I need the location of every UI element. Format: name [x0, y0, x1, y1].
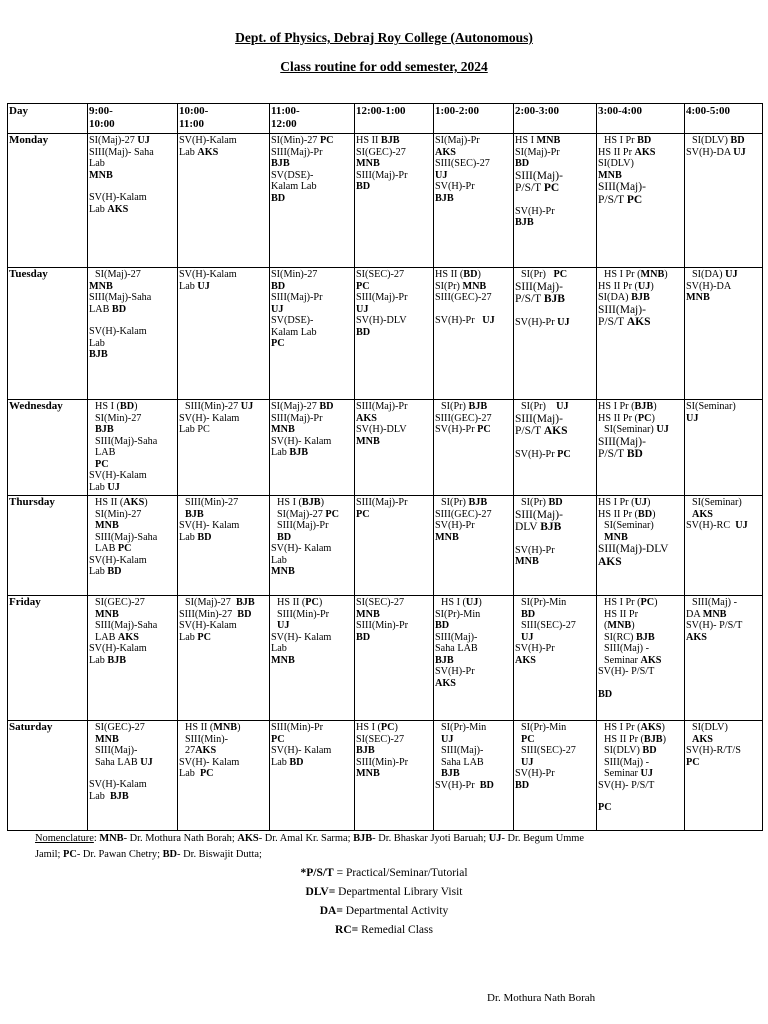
friday-slot-1: SI(GEC)-27 MNB SIII(Maj)-Saha LAB AKS SV(H)-Kalam Lab BJB	[88, 596, 178, 721]
header-slot-4: 12:00-1:00	[355, 104, 434, 134]
code-bd: BD	[162, 849, 178, 860]
thursday-slot-8: SI(Seminar) AKS SV(H)-RC UJ	[685, 496, 763, 596]
page-subtitle: Class routine for odd semester, 2024	[280, 59, 488, 74]
page-title: Dept. of Physics, Debraj Roy College (Autonomous)	[235, 30, 533, 45]
name-aks: - Dr. Amal Kr. Sarma;	[258, 833, 351, 844]
thursday-row	[8, 496, 763, 596]
friday-slot-6: SI(Pr)-Min BD SIII(SEC)-27 UJ SV(H)-Pr AKS	[514, 596, 597, 721]
tuesday-slot-3: SI(Min)-27 BD SIII(Maj)-Pr UJ SV(DSE)- Kalam Lab PC	[270, 268, 355, 400]
thursday-slot-2: SIII(Min)-27 BJB SV(H)- Kalam Lab BD	[178, 496, 270, 596]
saturday-slot-8: SI(DLV) AKS SV(H)-R/T/S PC	[685, 721, 763, 831]
day-label: Monday	[8, 134, 88, 268]
code-pc: PC	[63, 849, 77, 860]
day-label: Saturday	[8, 721, 88, 831]
saturday-slot-2: HS II (MNB) SIII(Min)- 27AKS SV(H)- Kalam Lab PC	[178, 721, 270, 831]
name-bd: - Dr. Biswajit Dutta;	[177, 849, 262, 860]
day-label: Tuesday	[8, 268, 88, 400]
name-mnb: - Dr. Mothura Nath Borah;	[123, 833, 235, 844]
signature: Dr. Mothura Nath Borah	[487, 992, 596, 1004]
monday-row	[8, 134, 763, 268]
header-slot-3: 11:00- 12:00	[270, 104, 355, 134]
monday-slot-2: SV(H)-Kalam Lab AKS	[178, 134, 270, 268]
thursday-slot-1: HS II (AKS) SI(Min)-27 MNB SIII(Maj)-Saha LAB PC SV(H)-Kalam Lab BD	[88, 496, 178, 596]
header-slot-6: 2:00-3:00	[514, 104, 597, 134]
header-row	[8, 104, 763, 134]
header-slot-5: 1:00-2:00	[434, 104, 514, 134]
tuesday-slot-4: SI(SEC)-27 PC SIII(Maj)-Pr UJ SV(H)-DLV BD	[355, 268, 434, 400]
header-slot-7: 3:00-4:00	[597, 104, 685, 134]
saturday-slot-4: HS I (PC) SI(SEC)-27 BJB SIII(Min)-Pr MNB	[355, 721, 434, 831]
name-uj-cont: Jamil;	[35, 849, 61, 860]
code-mnb: MNB	[99, 833, 124, 844]
friday-slot-3: HS II (PC) SIII(Min)-Pr UJ SV(H)- Kalam Lab MNB	[270, 596, 355, 721]
friday-slot-7: HS I Pr (PC) HS II Pr (MNB) SI(RC) BJB SIII(Maj) - Seminar AKS SV(H)- P/S/T BD	[597, 596, 685, 721]
friday-row	[8, 596, 763, 721]
nomenclature-label: Nomenclature	[35, 833, 94, 844]
legend-dlv: DLV= Departmental Library Visit	[305, 886, 463, 898]
day-label: Friday	[8, 596, 88, 721]
tuesday-slot-2: SV(H)-Kalam Lab UJ	[178, 268, 270, 400]
monday-slot-8: SI(DLV) BD SV(H)-DA UJ	[685, 134, 763, 268]
day-label: Thursday	[8, 496, 88, 596]
legend-da: DA= Departmental Activity	[319, 905, 449, 917]
name-bjb: - Dr. Bhaskar Jyoti Baruah;	[372, 833, 487, 844]
wednesday-slot-5: SI(Pr) BJB SIII(GEC)-27 SV(H)-Pr PC	[434, 400, 514, 496]
wednesday-row	[8, 400, 763, 496]
wednesday-slot-4: SIII(Maj)-Pr AKS SV(H)-DLV MNB	[355, 400, 434, 496]
thursday-slot-5: SI(Pr) BJB SIII(GEC)-27 SV(H)-Pr MNB	[434, 496, 514, 596]
friday-slot-8: SIII(Maj) - DA MNB SV(H)- P/S/T AKS	[685, 596, 763, 721]
header-day: Day	[8, 104, 88, 134]
thursday-slot-4: SIII(Maj)-Pr PC	[355, 496, 434, 596]
code-aks: AKS	[237, 833, 259, 844]
monday-slot-6: HS I MNB SI(Maj)-Pr BD SIII(Maj)- P/S/T PC SV(H)-Pr BJB	[514, 134, 597, 268]
saturday-row	[8, 721, 763, 831]
saturday-slot-7: HS I Pr (AKS) HS II Pr (BJB) SI(DLV) BD SIII(Maj) - Seminar UJ SV(H)- P/S/T PC	[597, 721, 685, 831]
tuesday-slot-5: HS II (BD) SI(Pr) MNB SIII(GEC)-27 SV(H)-Pr UJ	[434, 268, 514, 400]
friday-slot-2: SI(Maj)-27 BJB SIII(Min)-27 BD SV(H)-Kalam Lab PC	[178, 596, 270, 721]
thursday-slot-3: HS I (BJB) SI(Maj)-27 PC SIII(Maj)-Pr BD SV(H)- Kalam Lab MNB	[270, 496, 355, 596]
friday-slot-4: SI(SEC)-27 MNB SIII(Min)-Pr BD	[355, 596, 434, 721]
tuesday-slot-7: HS I Pr (MNB) HS II Pr (UJ) SI(DA) BJB SIII(Maj)- P/S/T AKS	[597, 268, 685, 400]
saturday-slot-5: SI(Pr)-Min UJ SIII(Maj)- Saha LAB BJB SV(H)-Pr BD	[434, 721, 514, 831]
monday-slot-3: SI(Min)-27 PC SIII(Maj)-Pr BJB SV(DSE)- Kalam Lab BD	[270, 134, 355, 268]
wednesday-slot-7: HS I Pr (BJB) HS II Pr (PC) SI(Seminar) UJ SIII(Maj)- P/S/T BD	[597, 400, 685, 496]
saturday-slot-6: SI(Pr)-Min PC SIII(SEC)-27 UJ SV(H)-Pr BD	[514, 721, 597, 831]
wednesday-slot-2: SIII(Min)-27 UJ SV(H)- Kalam Lab PC	[178, 400, 270, 496]
monday-slot-4: HS II BJB SI(GEC)-27 MNB SIII(Maj)-Pr BD	[355, 134, 434, 268]
tuesday-slot-1: SI(Maj)-27 MNB SIII(Maj)-Saha LAB BD SV(H)-Kalam Lab BJB	[88, 268, 178, 400]
tuesday-slot-8: SI(DA) UJ SV(H)-DA MNB	[685, 268, 763, 400]
legend-rc: RC= Remedial Class	[335, 924, 433, 936]
code-uj: UJ	[488, 833, 502, 844]
code-bjb: BJB	[353, 833, 373, 844]
tuesday-slot-6: SI(Pr) PC SIII(Maj)- P/S/T BJB SV(H)-Pr UJ	[514, 268, 597, 400]
header-slot-8: 4:00-5:00	[685, 104, 763, 134]
monday-slot-1: SI(Maj)-27 UJ SIII(Maj)- Saha Lab MNB SV(H)-Kalam Lab AKS	[88, 134, 178, 268]
header-slot-1: 9:00- 10:00	[88, 104, 178, 134]
thursday-slot-7: HS I Pr (UJ) HS II Pr (BD) SI(Seminar) MNB SIII(Maj)-DLV AKS	[597, 496, 685, 596]
name-uj: - Dr. Begum Umme	[501, 833, 585, 844]
saturday-slot-1: SI(GEC)-27 MNB SIII(Maj)- Saha LAB UJ SV(H)-Kalam Lab BJB	[88, 721, 178, 831]
legend-pst: *P/S/T = Practical/Seminar/Tutorial	[300, 867, 468, 879]
wednesday-slot-3: SI(Maj)-27 BD SIII(Maj)-Pr MNB SV(H)- Kalam Lab BJB	[270, 400, 355, 496]
monday-slot-5: SI(Maj)-Pr AKS SIII(SEC)-27 UJ SV(H)-Pr BJB	[434, 134, 514, 268]
friday-slot-5: HS I (UJ) SI(Pr)-Min BD SIII(Maj)- Saha LAB BJB SV(H)-Pr AKS	[434, 596, 514, 721]
saturday-slot-3: SIII(Min)-Pr PC SV(H)- Kalam Lab BD	[270, 721, 355, 831]
monday-slot-7: HS I Pr BD HS II Pr AKS SI(DLV) MNB SIII(Maj)- P/S/T PC	[597, 134, 685, 268]
day-label: Wednesday	[8, 400, 88, 496]
name-pc: - Dr. Pawan Chetry;	[76, 849, 160, 860]
wednesday-slot-6: SI(Pr) UJ SIII(Maj)- P/S/T AKS SV(H)-Pr PC	[514, 400, 597, 496]
wednesday-slot-8: SI(Seminar) UJ	[685, 400, 763, 496]
wednesday-slot-1: HS I (BD) SI(Min)-27 BJB SIII(Maj)-Saha LAB PC SV(H)-Kalam Lab UJ	[88, 400, 178, 496]
routine-table	[7, 103, 763, 831]
tuesday-row	[8, 268, 763, 400]
thursday-slot-6: SI(Pr) BD SIII(Maj)- DLV BJB SV(H)-Pr MNB	[514, 496, 597, 596]
nomenclature: Nomenclature: MNB- Dr. Mothura Nath Borah; AKS- Dr. Amal Kr. Sarma; BJB- Dr. Bhaskar Jyoti Baruah; UJ- Dr. Begum Umme Jamil; PC- Dr. Pawan Chetry; BD- Dr. Biswajit Dutta;	[35, 833, 585, 860]
header-slot-2: 10:00- 11:00	[178, 104, 270, 134]
